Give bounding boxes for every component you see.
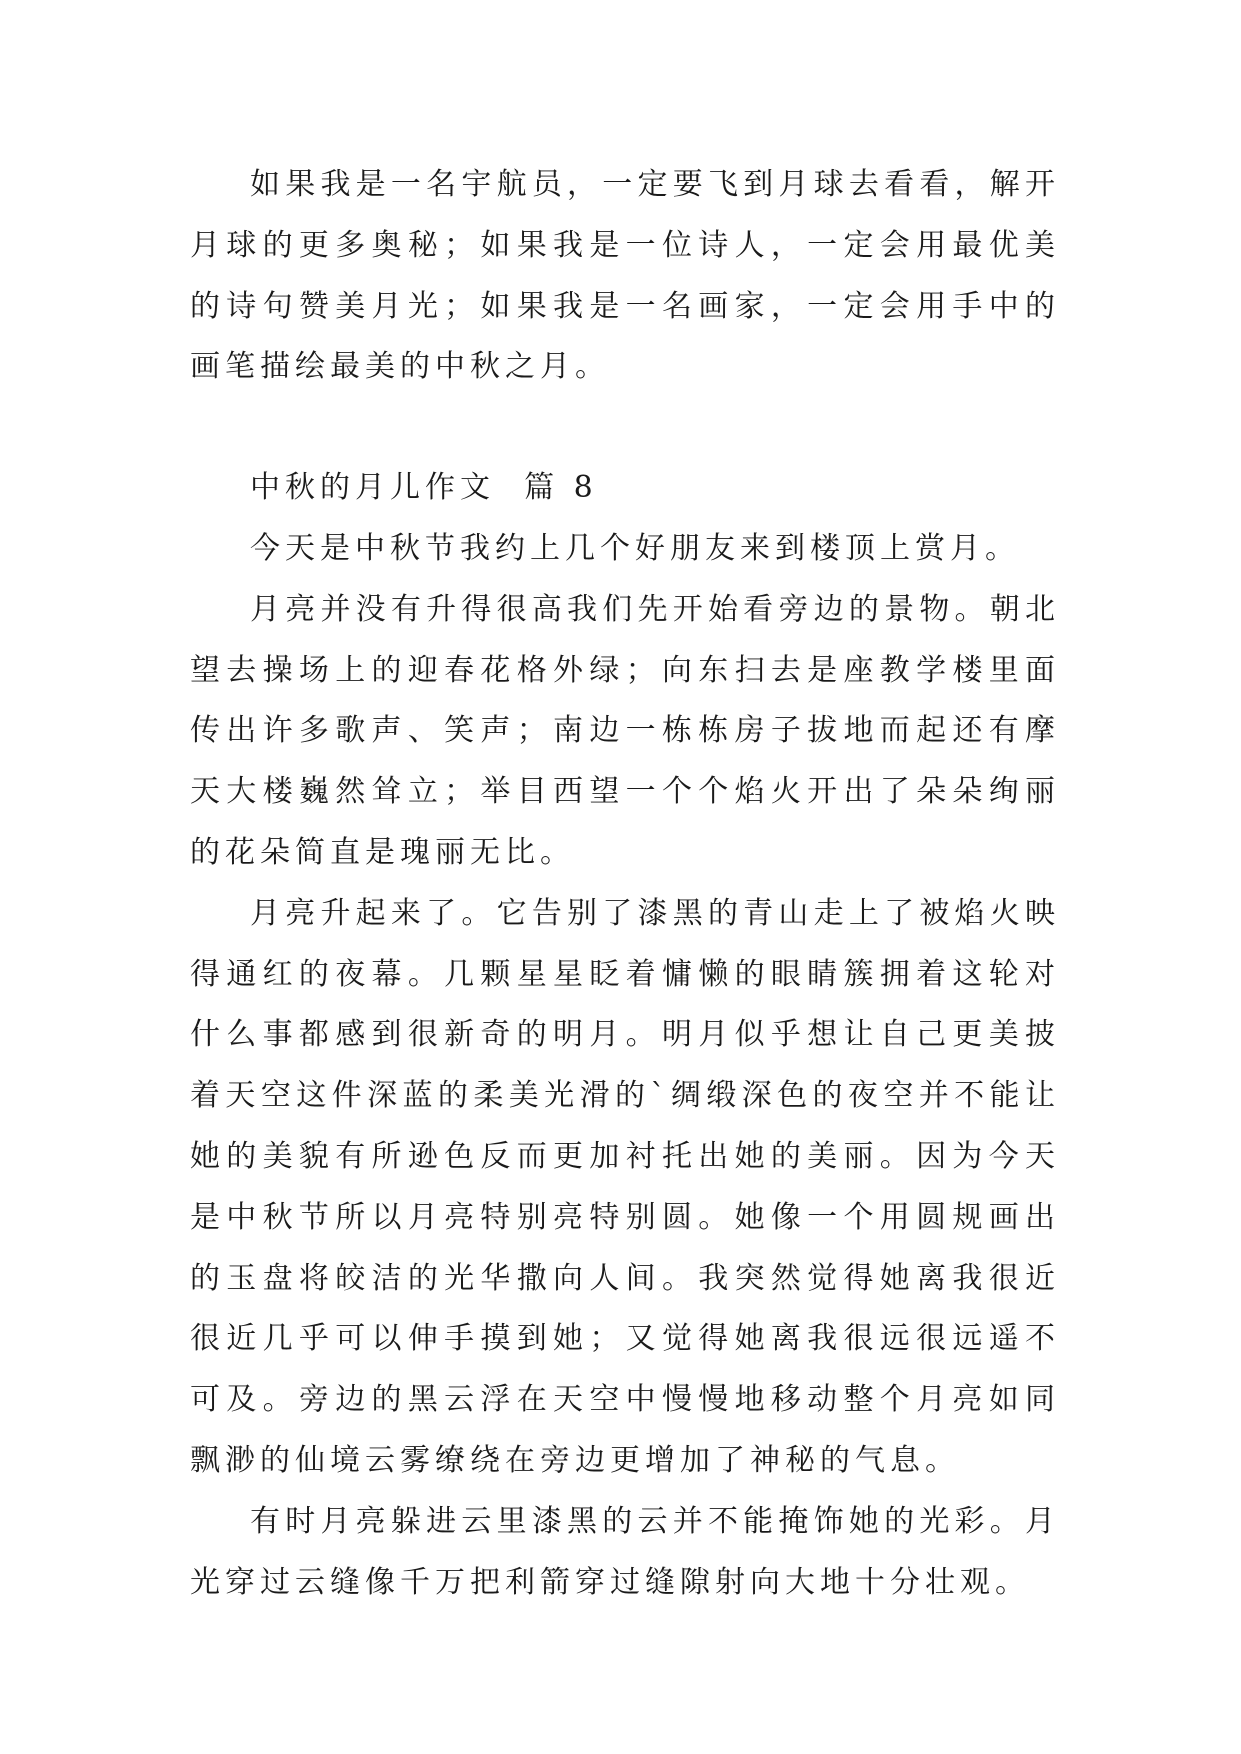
body-paragraph-4: 有时月亮躲进云里漆黑的云并不能掩饰她的光彩。月光穿过云缝像千万把利箭穿过缝隙射向大地十分壮观。 (190, 1503, 1060, 1600)
section-gap (190, 398, 1060, 458)
body-paragraph-3: 月亮升起来了。它告别了漆黑的青山走上了被焰火映得通红的夜幕。几颗星星眨着慵懒的眼睛簇拥着这轮对什么事都感到很新奇的明月。明月似乎想让自己更美披着天空这件深蓝的柔美光滑的`绸缎深色的夜空并不能让她的美貌有所逊色反而更加衬托出她的美丽。因为今天是中秋节所以月亮特别亮特别圆。她像一个用圆规画出的玉盘将皎洁的光华撒向人间。我突然觉得她离我很近很近几乎可以伸手摸到她；又觉得她离我很远很远遥不可及。旁边的黑云浮在天空中慢慢地移动整个月亮如同飘渺的仙境云雾缭绕在旁边更增加了神秘的气息。 (190, 895, 1060, 1478)
body-paragraph-2: 月亮并没有升得很高我们先开始看旁边的景物。朝北望去操场上的迎春花格外绿；向东扫去是座教学楼里面传出许多歌声、笑声；南边一栋栋房子拔地而起还有摩天大楼巍然耸立；举目西望一个个焰火开出了朵朵绚丽的花朵简直是瑰丽无比。 (190, 591, 1060, 870)
intro-paragraph: 如果我是一名宇航员，一定要飞到月球去看看，解开月球的更多奥秘；如果我是一位诗人，一定会用最优美的诗句赞美月光；如果我是一名画家，一定会用手中的画笔描绘最美的中秋之月。 (190, 167, 1060, 385)
body-paragraph-1: 今天是中秋节我约上几个好朋友来到楼顶上赏月。 (250, 530, 1020, 566)
document-page (190, 155, 1060, 1613)
section-title: 中秋的月儿作文 篇 8 (250, 470, 598, 506)
